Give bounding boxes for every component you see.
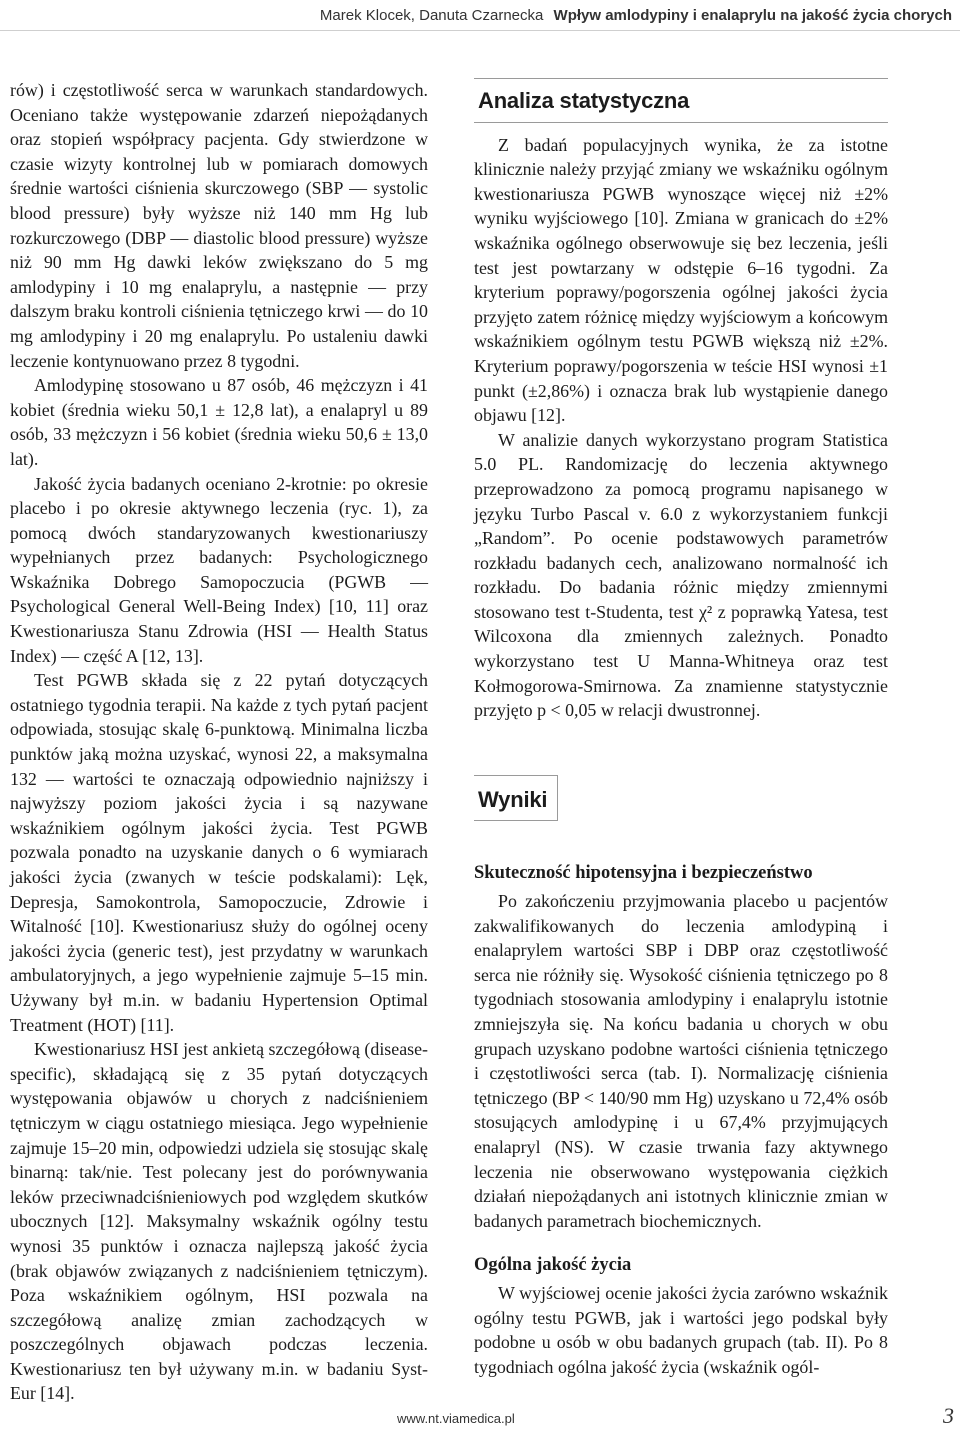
section-title-statistics: Analiza statystyczna: [478, 88, 690, 113]
statistics-paragraph-2: W analizie danych wykorzystano program Statistica 5.0 PL. Randomizację do leczenia aktywnego przeprowadzono za pomocą programu napisanego w języku Turbo Pascal v. 6.0 z wykorzystaniem funkcji „Random”. Po ocenie podstawowych parametrów rozkładu badanych cech, analizowano normalność ich rozkładu. Do badania różnic między zmiennymi stosowano test t-Studenta, test χ² z poprawką Yatesa, test Wilcoxona dla zmiennych zależnych. Ponadto wykorzystano test U Manna-Whitneya oraz test Kołmogorowa-Smirnowa. Za znamienne statystycznie przyjęto p < 0,05 w relacji dwustronnej.: [474, 429, 888, 721]
right-column: [474, 78, 888, 1379]
subsection-title-efficacy: Skuteczność hipotensyjna i bezpieczeństwo: [474, 863, 813, 884]
left-paragraph-1: rów) i częstotliwość serca w warunkach standardowych. Oceniano także występowanie zdarzeń niepożądanych oraz stopień współpracy pacjenta. Gdy stwierdzone w czasie wizyty kontrolnej lub w pomiarach domowych średnie wartości ciśnienia skurczowego (SBP — systolic blood pressure) były wyższe niż 140 mm Hg lub rozkurczowego (DBP — diastolic blood pressure) wyższe niż 90 mm Hg dawki leków zwiększano do 5 mg amlodypiny i 10 mg enalaprylu, a następnie — przy dalszym braku kontroli ciśnienia tętniczego krwi — do 10 mg amlodypiny i 20 mg enalaprylu. Po ustaleniu dawki leczenie kontynuowano przez 8 tygodni.: [10, 80, 428, 371]
running-header-text: [320, 7, 952, 24]
section-heading-box: [474, 775, 558, 822]
header-title: Wpływ amlodypiny i enalaprylu na jakość życia chorych: [553, 7, 952, 24]
left-paragraph-2: Amlodypinę stosowano u 87 osób, 46 mężczyzn i 41 kobiet (średnia wieku 50,1 ± 12,8 lat), a enalapryl u 89 osób, 33 mężczyzn i 56 kobiet (średnia wieku 50,6 ± 13,0 lat).: [10, 375, 428, 469]
running-header: [0, 0, 960, 31]
header-authors: Marek Klocek, Danuta Czarnecka: [319, 7, 544, 24]
left-paragraph-5: Kwestionariusz HSI jest ankietą szczegółową (disease-specific), składającą się z 35 pytań dotyczących występowania objawów u chorych z nadciśnieniem tętniczym w ciągu ostatniego miesiąca. Jego wypełnienie zajmuje 15–20 min, odpowiedzi udziela się stosując skalę binarną: tak/nie. Test polecany jest do porównywania leków przeciwnadciśnieniowych pod względem skutków ubocznych [12]. Maksymalny wskaźnik ogólny testu wynosi 35 punktów i oznacza najlepszą jakość życia (brak objawów związanych z nadciśnieniem tętniczym). Poza wskaźnikiem ogólnym, HSI pozwala na szczegółową analizę zmian zachodzących w poszczególnych objawach podczas leczenia. Kwestionariusz ten był używany m.in. w badaniu Syst-Eur [14].: [10, 1039, 428, 1404]
left-column: [10, 78, 428, 1406]
efficacy-paragraph: Po zakończeniu przyjmowania placebo u pacjentów zakwalifikowanych do leczenia amlodypiną i enalaprylem wartości SBP i DBP oraz częstotliwość serca nie różniły się. Wysokość ciśnienia tętniczego po 8 tygodniach stosowania amlodypiny i enalaprylu istotnie zmniejszyła się. Na końcu badania u chorych w obu grupach uzyskano podobne wartości ciśnienia tętniczego i częstotliwości serca (tab. I). Normalizację ciśnienia tętniczego (BP < 140/90 mm Hg) uzyskano u 72,4% osób stosujących amlodypinę i u 67,4% przyjmujących enalapryl (NS). W czasie trwania fazy aktywnego leczenia nie obserwowano występowania ciężkich działań niepożądanych ani istotnych klinicznie zmian w badanych parametrach biochemicznych.: [474, 891, 888, 1231]
section-title-results: Wyniki: [478, 786, 548, 812]
left-paragraph-3: Jakość życia badanych oceniano 2-krotnie: po okresie placebo i po okresie aktywnego leczenia (ryc. 1), za pomocą dwóch standaryzowanych kwestionariuszy wypełnianych przez badanych: Psychologicznego Wskaźnika Dobrego Samopoczucia (PGWB — Psychological General Well-Being Index) [10, 11] oraz Kwestionariusza Stanu Zdrowia (HSI — Health Status Index) — część A [12, 13].: [10, 473, 428, 666]
subsection-title-quality-of-life: Ogólna jakość życia: [474, 1255, 632, 1276]
footer-url: www.nt.viamedica.pl: [397, 1411, 515, 1426]
quality-of-life-paragraph: W wyjściowej ocenie jakości życia zarówno wskaźnik ogólny testu PGWB, jak i wartości jego podskal były podobne u osób w obu badanych grupach (tab. II). Po 8 tygodniach ogólna jakość życia (wskaźnik ogól-: [474, 1282, 888, 1377]
left-paragraph-4: Test PGWB składa się z 22 pytań dotyczących ostatniego tygodnia terapii. Na każde z tych pytań pacjent odpowiada, stosując skalę 6-punktową. Minimalna liczba punktów jaką można uzyskać, wynosi 22, a maksymalna 132 — wartości te oznaczają odpowiednio najniższy i najwyższy poziom jakości życia i są nazywane wskaźnikiem ogólnym jakości życia. Test PGWB pozwala ponadto na uzyskanie danych o 6 wymiarach jakości życia (zwanych w teście podskalami): Lęk, Depresja, Samokontrola, Samopoczucie, Zdrowie i Witalność [10]. Kwestionariusz służy do ogólnej oceny jakości życia (generic test), jest przydatny w warunkach ambulatoryjnych, a jego wypełnienie zajmuje 5–15 min. Używany był m.in. w badaniu Hypertension Optimal Treatment (HOT) [11].: [10, 670, 428, 1035]
statistics-paragraph-1: Z badań populacyjnych wynika, że za istotne klinicznie należy przyjąć zmiany we wskaźniku ogólnym kwestionariusza PGWB wynoszące więcej niż ±2% wyniku wyjściowego [10]. Zmiana w granicach do ±2% wskaźnika ogólnego obserwowuje się bez leczenia, jeśli test jest powtarzany w odstępie 6–16 tygodni. Za kryterium poprawy/pogorszenia ogólnej jakości życia przyjęto zatem różnicę między wyjściowym a końcowym wskaźnikiem ogólnym testu PGWB większą niż ±2%. Kryterium poprawy/pogorszenia w teście HSI wynosi ±1 punkt (±2,86%) i oznacza brak lub wystąpienie danego objawu [12].: [474, 134, 888, 426]
section-heading-box: [474, 78, 888, 123]
page-number: 3: [943, 1403, 954, 1428]
